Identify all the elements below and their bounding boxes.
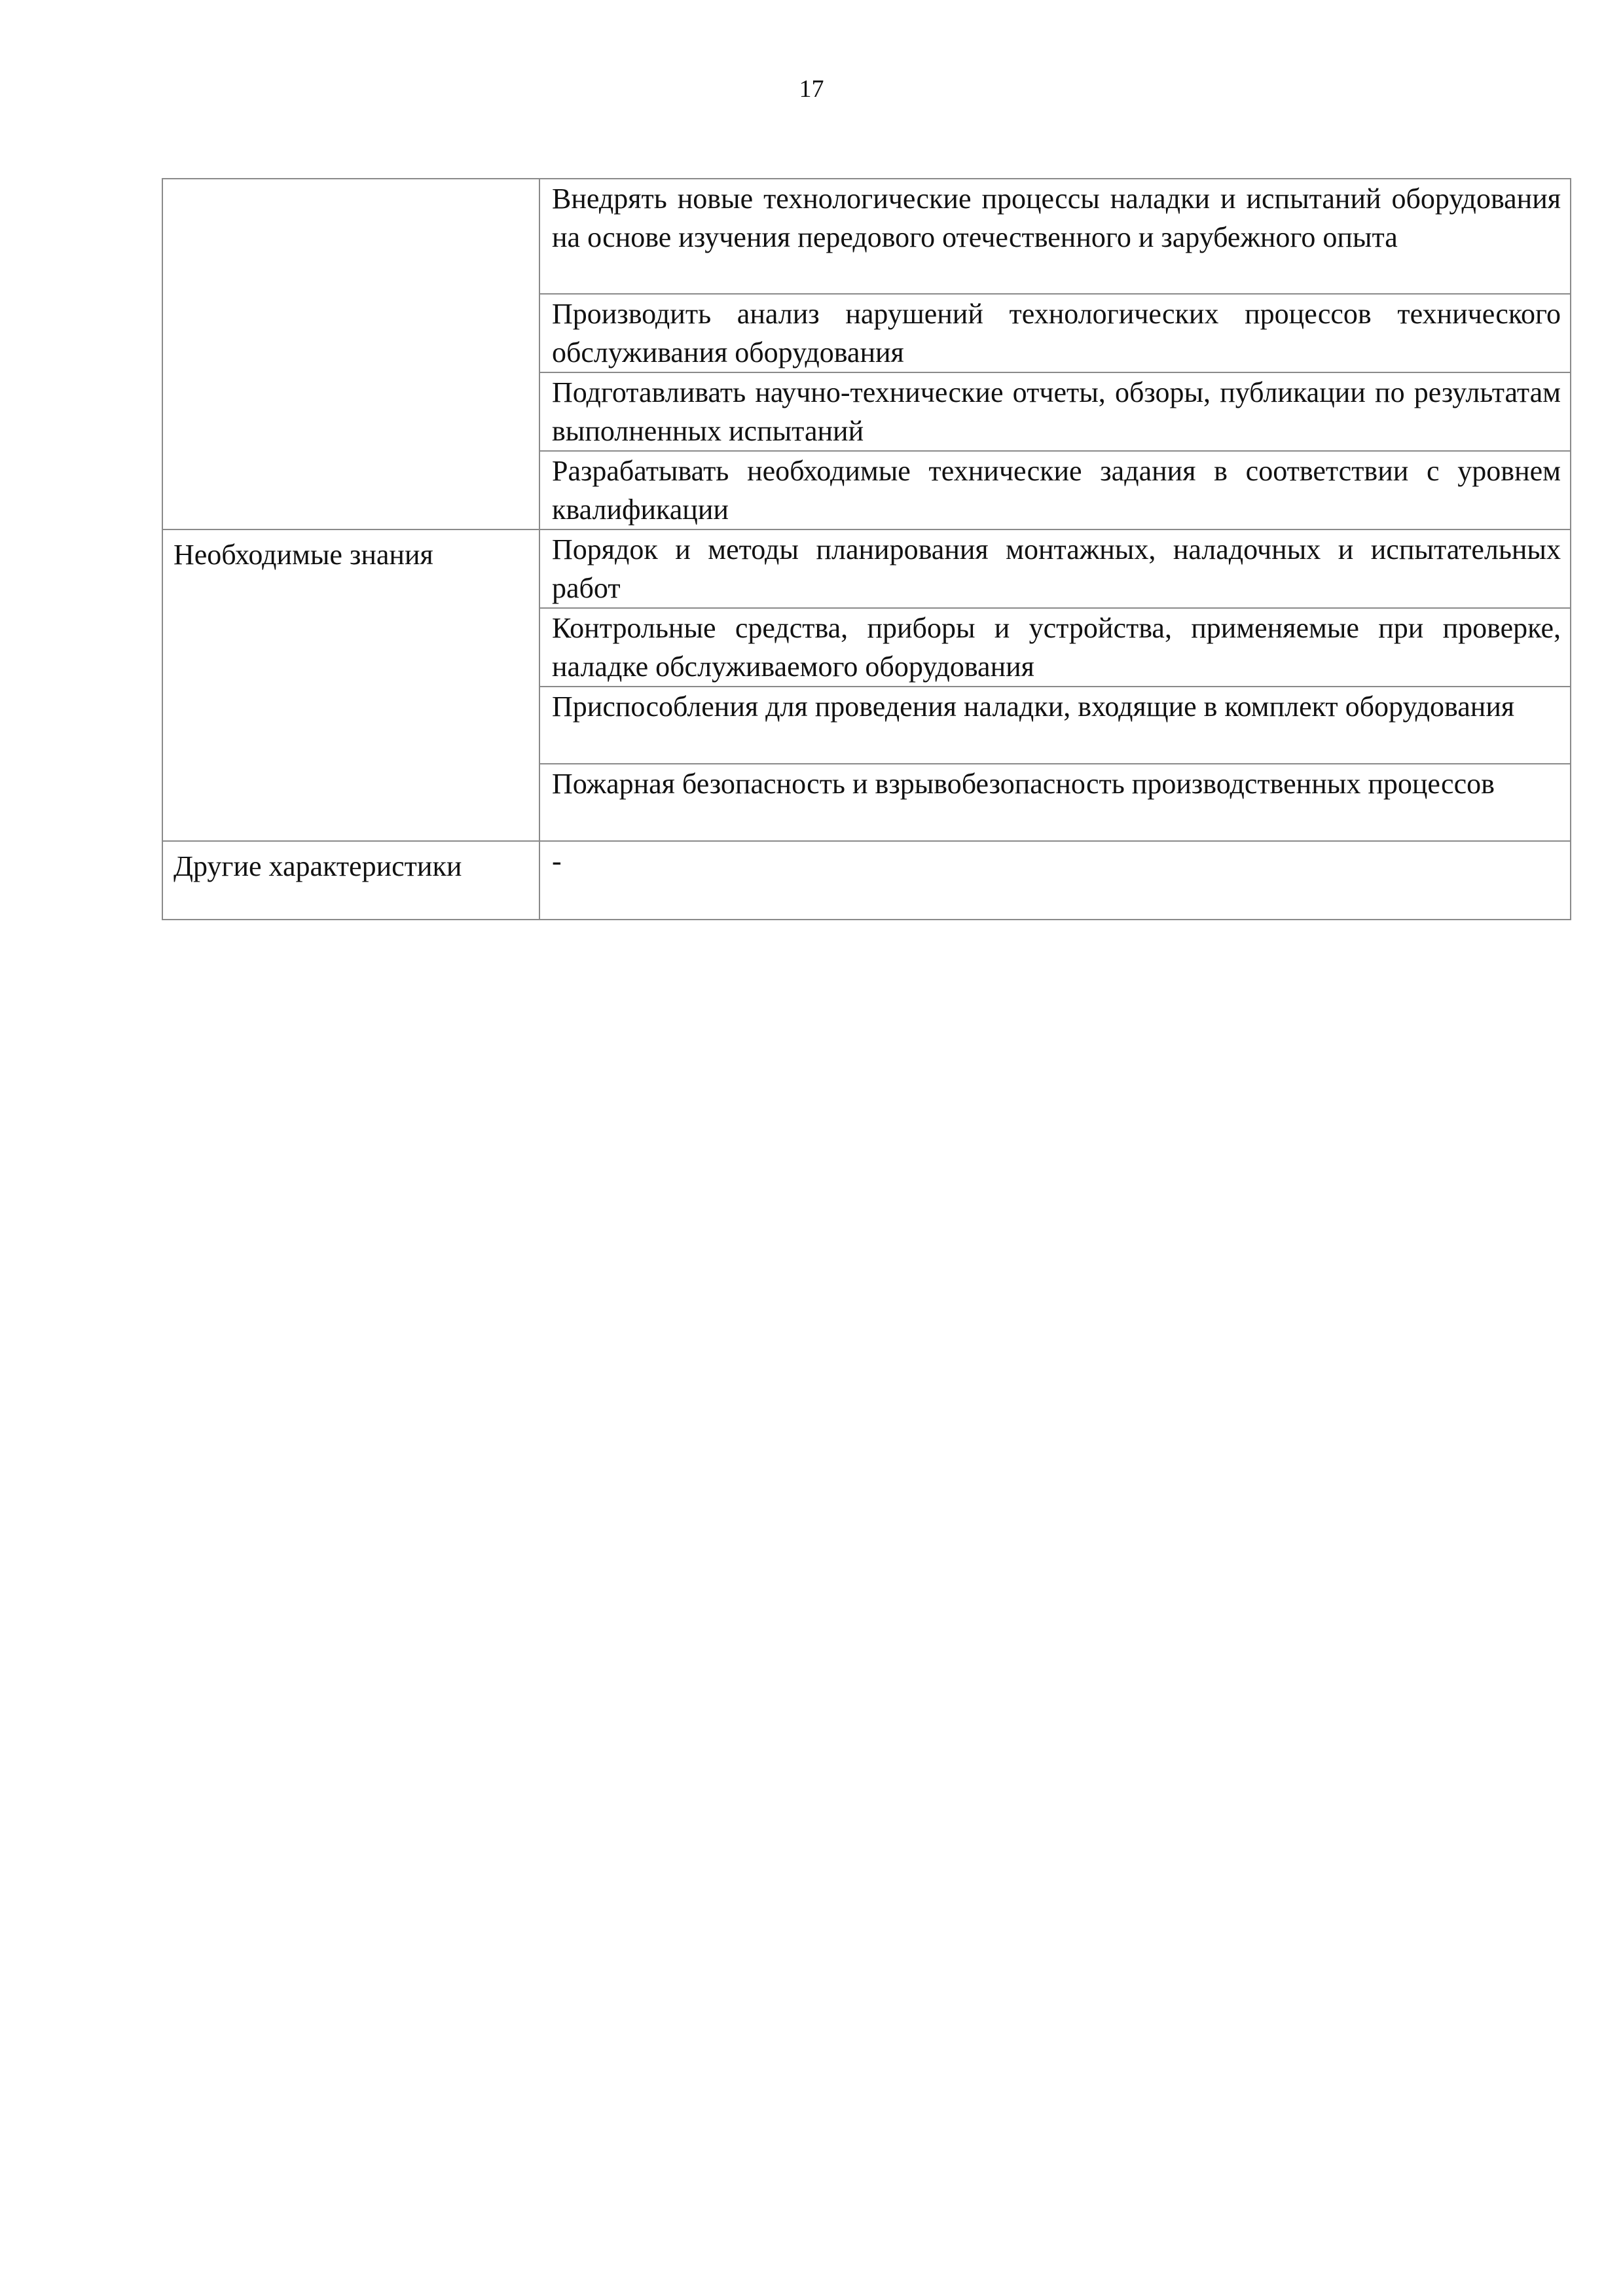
- table-row: [162, 179, 1571, 294]
- page-number: 17: [799, 75, 824, 103]
- label-cell-skills-continued: [162, 179, 539, 529]
- table-cell: Приспособления для проведения наладки, входящие в комплект оборудования: [539, 687, 1571, 764]
- table-cell: Разрабатывать необходимые технические задания в соответствии с уровнем квалификации: [539, 451, 1571, 529]
- requirements-table: [162, 178, 1571, 920]
- table-cell: -: [539, 841, 1571, 920]
- table-cell: Внедрять новые технологические процессы наладки и испытаний оборудования на основе изучения передового отечественного и зарубежного опыта: [539, 179, 1571, 294]
- table-cell: Контрольные средства, приборы и устройства, применяемые при проверке, наладке обслуживаемого оборудования: [539, 608, 1571, 687]
- table-cell: Подготавливать научно-технические отчеты, обзоры, публикации по результатам выполненных испытаний: [539, 372, 1571, 451]
- label-cell-other-characteristics: Другие характеристики: [162, 841, 539, 920]
- table-row: [162, 841, 1571, 920]
- label-cell-required-knowledge: Необходимые знания: [162, 529, 539, 841]
- table-row: [162, 529, 1571, 608]
- table-cell: Пожарная безопасность и взрывобезопасность производственных процессов: [539, 764, 1571, 841]
- table-cell: Порядок и методы планирования монтажных, наладочных и испытательных работ: [539, 529, 1571, 608]
- table-cell: Производить анализ нарушений технологических процессов технического обслуживания оборудования: [539, 294, 1571, 372]
